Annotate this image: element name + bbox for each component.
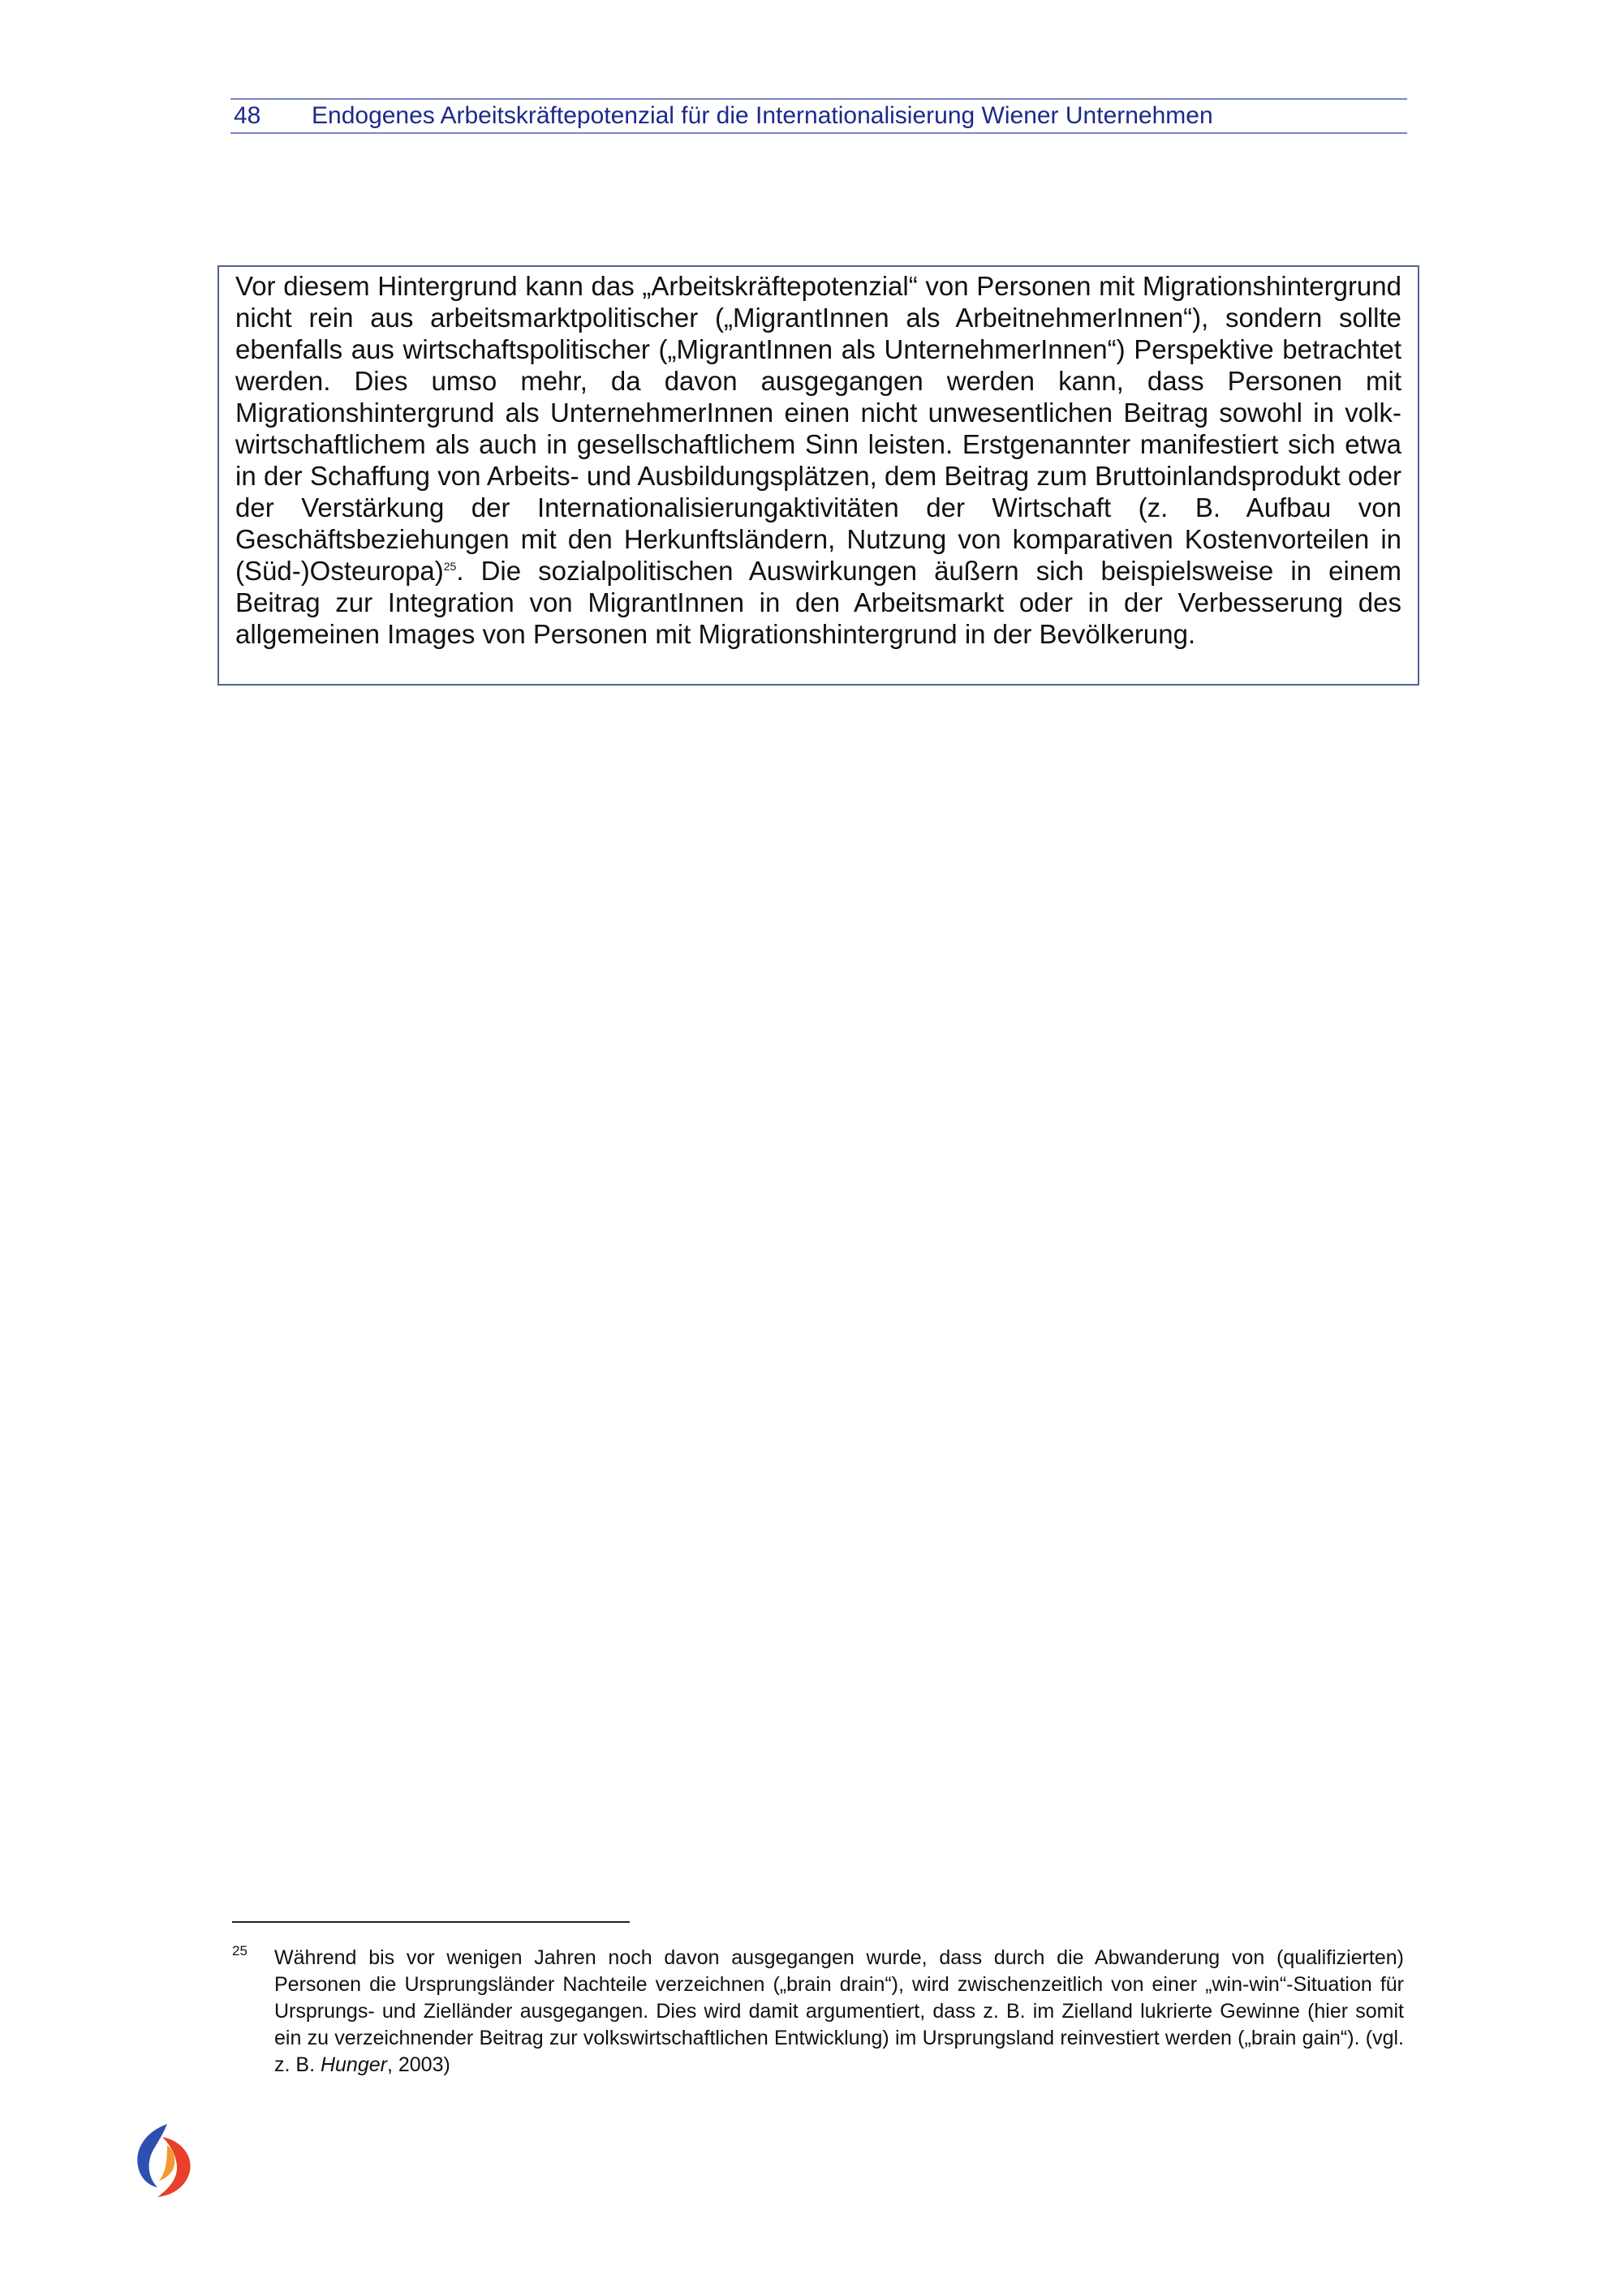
highlight-box bbox=[217, 265, 1419, 686]
footnote-number: 25 bbox=[232, 1943, 248, 1958]
footnote-author: Hunger bbox=[320, 2053, 387, 2076]
footnote-text bbox=[274, 1945, 1404, 2079]
footnote-separator bbox=[232, 1921, 630, 1923]
footnote-reference[interactable]: 25 bbox=[443, 560, 457, 573]
footnote-text-start: Während bis vor wenigen Jahren noch davon ausgegangen wurde, dass durch die Abwanderung von (qualifizierten) Personen die Ursprungsländer Nachteile verzeichnen („brain drain“), wird zwischenzeitlich von einer „win-win“-Situation für Ursprungs- und Zielländer ausgegangen. Dies wird damit argumentiert, dass z. B. im Zielland lukrierte Gewinne (hier somit ein zu verzeichnender Beitrag zur volkswirtschaftlichen Entwicklung) im Ursprungsland reinvestiert werden („brain gain“). (vgl. z. B. bbox=[274, 1946, 1404, 2076]
page-number: 48 bbox=[234, 102, 261, 129]
organization-logo-icon bbox=[130, 2121, 200, 2199]
logo-red-swoosh bbox=[157, 2137, 191, 2197]
running-title: Endogenes Arbeitskräftepotenzial für die Internationalisierung Wiener Unternehmen bbox=[312, 102, 1213, 129]
box-text-part-2: . Die sozialpolitischen Auswirkungen äußern sich beispielsweise in einem Beitrag zur Integration von MigrantInnen in den Arbeitsmarkt oder in der Verbesserung des allgemeinen Images von Personen mit Migrationshintergrund in der Bevölkerung. bbox=[235, 556, 1401, 649]
footnote bbox=[232, 1945, 1404, 2079]
box-paragraph bbox=[235, 270, 1401, 650]
box-text-part-1: Vor diesem Hintergrund kann das „Arbeitskräftepotenzial“ von Personen mit Migrationshintergrund nicht rein aus arbeitsmarktpolitischer („MigrantInnen als ArbeitnehmerInnen“), sondern sollte ebenfalls aus wirtschaftspolitischer („MigrantInnen als UnternehmerInnen“) Perspektive betrachtet werden. Dies umso mehr, da davon ausgegangen werden kann, dass Personen mit Migrationshintergrund als UnternehmerInnen einen nicht unwesentlichen Beitrag sowohl in volkwirtschaftlichem als auch in gesellschaftlichem Sinn leisten. Erstgenannter manifestiert sich etwa in der Schaffung von Arbeits- und Ausbildungsplätzen, dem Beitrag zum Bruttoinlandsprodukt oder der Verstärkung der Internationalisierungaktivitäten der Wirtschaft (z. B. Aufbau von Geschäftsbeziehungen mit den Herkunftsländern, Nutzung von komparativen Kostenvorteilen in (Süd-)Osteuropa) bbox=[235, 271, 1401, 586]
footnote-text-end: , 2003) bbox=[386, 2053, 450, 2076]
running-header bbox=[230, 98, 1407, 134]
